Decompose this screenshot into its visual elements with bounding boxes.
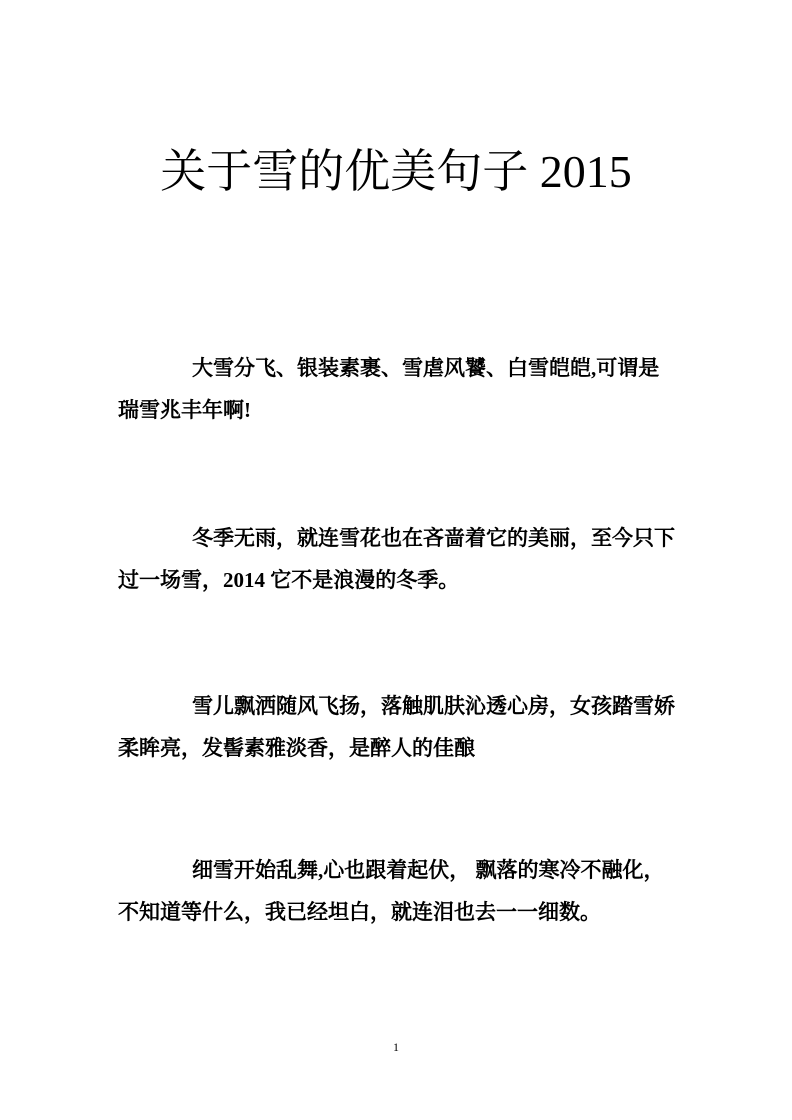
paragraph-3	[118, 685, 678, 769]
paragraph-1	[118, 347, 678, 431]
paragraph-line: 大雪分飞、银装素裹、雪虐风饕、白雪皑皑,可谓是	[192, 356, 660, 380]
paragraph-line: 冬季无雨，就连雪花也在吝啬着它的美丽，至今只下	[192, 526, 675, 550]
paragraph-line: 柔眸亮，发髻素雅淡香，是醉人的佳酿	[118, 736, 475, 760]
paragraph-4	[118, 849, 678, 933]
paragraph-line: 瑞雪兆丰年啊!	[118, 398, 251, 422]
paragraph-line: 细雪开始乱舞,心也跟着起伏， 飘落的寒冷不融化，	[192, 858, 665, 882]
paragraph-line: 雪儿飘洒随风飞扬，落触肌肤沁透心房，女孩踏雪娇	[192, 694, 675, 718]
document-title: 关于雪的优美句子 2015	[160, 146, 632, 197]
paragraph-line: 过一场雪，2014 它不是浪漫的冬季。	[118, 568, 460, 592]
paragraph-2	[118, 517, 678, 601]
page-number: 1	[393, 1040, 399, 1054]
paragraph-line: 不知道等什么，我已经坦白，就连泪也去一一细数。	[118, 900, 601, 924]
